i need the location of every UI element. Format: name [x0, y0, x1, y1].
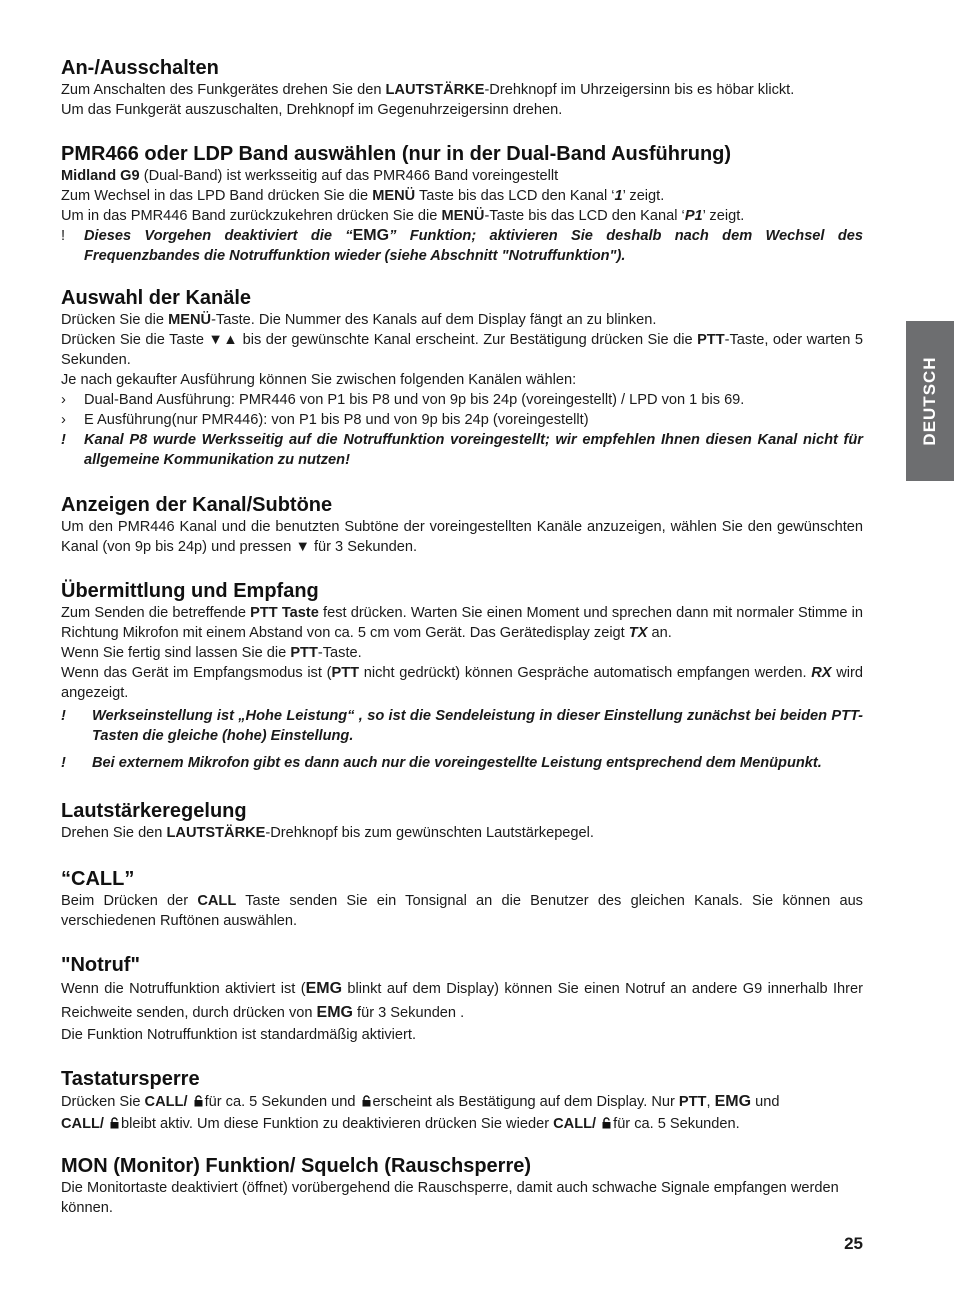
paragraph: Je nach gekaufter Ausführung können Sie zwischen folgenden Kanälen wählen:: [61, 372, 577, 388]
paragraph: Die Funktion Notruffunktion ist standardmäßig aktiviert.: [61, 1027, 417, 1043]
section-monitor: [61, 1154, 863, 1218]
section-call: [61, 867, 863, 931]
bullet-icon: ›: [61, 412, 66, 428]
manual-page: [61, 56, 863, 1235]
paragraph: Drücken Sie die Taste ▼▲ bis der gewünschte Kanal erscheint. Zur Bestätigung drücken Sie die PTT-Taste, oder warten 5 Sekunden.: [61, 332, 864, 368]
exclamation-icon: !: [61, 432, 66, 448]
paragraph: Midland G9 (Dual-Band) ist werksseitig auf das PMR466 Band voreingestellt: [61, 168, 559, 184]
section-emergency: [61, 953, 863, 1045]
paragraph: Wenn die Notruffunktion aktiviert ist (EMG blinkt auf dem Display) können Sie einen Notruf an andere G9 innerhalb Ihrer Reichweite senden, durch drücken von EMG für 3 Sekunden .: [61, 980, 864, 1021]
exclamation-icon: !: [61, 755, 66, 771]
paragraph: Um den PMR446 Kanal und die benutzten Subtöne der voreingestellten Kanäle anzuzeigen, wählen Sie den gewünschten Kanal (von 9p bis 24p) und pressen ▼ für 3 Sekunden.: [61, 519, 863, 555]
list-item: › Dual-Band Ausführung: PMR446 von P1 bis P8 und von 9p bis 24p (voreingestellt) / LPD von 1 bis 69.: [61, 392, 745, 408]
lock-icon: [110, 1117, 119, 1129]
section-keylock: [61, 1067, 863, 1135]
paragraph: Drehen Sie den LAUTSTÄRKE-Drehknopf bis zum gewünschten Lautstärkepegel.: [61, 825, 594, 841]
warning-note: ! Bei externem Mikrofon gibt es dann auch nur die voreingestellte Leistung entsprechend dem Menüpunkt.: [61, 755, 822, 771]
paragraph: Zum Anschalten des Funkgerätes drehen Sie den LAUTSTÄRKE-Drehknopf im Uhrzeigersinn bis es höbar klickt.: [61, 82, 795, 98]
warning-note: ! Werkseinstellung ist „Hohe Leistung“ , so ist die Sendeleistung in dieser Einstellung zunächst bei beiden PTT-Tasten die gleiche (hohe) Einstellung.: [61, 708, 863, 744]
paragraph: CALL/ bleibt aktiv. Um diese Funktion zu deaktivieren drücken Sie wieder CALL/ für ca. 5 Sekunden.: [61, 1116, 740, 1132]
paragraph: Drücken Sie CALL/ für ca. 5 Sekunden und erscheint als Bestätigung auf dem Display. Nur PTT, EMG und: [61, 1093, 780, 1110]
section-band-select: [61, 142, 863, 266]
paragraph: Wenn das Gerät im Empfangsmodus ist (PTT nicht gedrückt) können Gespräche automatisch empfangen werden. RX wird angezeigt.: [61, 665, 864, 701]
paragraph: Die Monitortaste deaktiviert (öffnet) vorübergehend die Rauschsperre, damit auch schwache Signale empfangen werden können.: [61, 1180, 839, 1216]
warning-note: ! Kanal P8 wurde Werksseitig auf die Notruffunktion voreingestellt; wir empfehlen Ihnen diesen Kanal nicht für allgemeine Kommunikation zu nutzen!: [61, 432, 863, 468]
warning-note: ! Dieses Vorgehen deaktiviert die “EMG” Funktion; aktivieren Sie deshalb nach dem Wechsel des Frequenzbandes die Notruffunktion wieder (siehe Abschnitt "Notruffunktion").: [61, 227, 863, 264]
section-title: Übermittlung und Empfang: [61, 580, 319, 602]
section-title: Anzeigen der Kanal/Subtöne: [61, 494, 333, 516]
section-title: "Notruf": [61, 954, 140, 976]
paragraph: Zum Wechsel in das LPD Band drücken Sie die MENÜ Taste bis das LCD den Kanal ‘1’ zeigt.: [61, 188, 665, 204]
section-title: PMR466 oder LDP Band auswählen (nur in der Dual-Band Ausführung): [61, 143, 732, 165]
section-title: An-/Ausschalten: [61, 57, 219, 79]
lock-icon: [602, 1117, 611, 1129]
section-volume: [61, 799, 863, 843]
list-item: › E Ausführung(nur PMR446): von P1 bis P8 und von 9p bis 24p (voreingestellt): [61, 412, 589, 428]
language-tab-label: DEUTSCH: [920, 356, 939, 446]
lock-icon: [194, 1095, 203, 1107]
exclamation-icon: !: [61, 228, 66, 244]
section-on-off: [61, 56, 863, 120]
paragraph: Um das Funkgerät auszuschalten, Drehknopf im Gegenuhrzeigersinn drehen.: [61, 102, 563, 118]
section-title: Auswahl der Kanäle: [61, 287, 252, 309]
section-title: Tastatursperre: [61, 1068, 200, 1090]
section-transmit-receive: [61, 579, 863, 773]
section-title: “CALL”: [61, 868, 135, 890]
section-title: MON (Monitor) Funktion/ Squelch (Rauschsperre): [61, 1155, 532, 1177]
paragraph: Zum Senden die betreffende PTT Taste fest drücken. Warten Sie einen Moment und sprechen dann mit normaler Stimme in Richtung Mikrofon mit einem Abstand von ca. 5 cm vom Gerät. Das Gerätedisplay zeigt TX an.: [61, 605, 863, 641]
section-subtones: [61, 493, 863, 557]
paragraph: Drücken Sie die MENÜ-Taste. Die Nummer des Kanals auf dem Display fängt an zu blinken.: [61, 312, 657, 328]
paragraph: Um in das PMR446 Band zurückzukehren drücken Sie die MENÜ-Taste bis das LCD den Kanal ‘P1’ zeigt.: [61, 208, 745, 224]
lock-icon: [362, 1095, 371, 1107]
language-tab: [906, 321, 954, 481]
section-channel-select: [61, 286, 863, 470]
page-number: 25: [844, 1234, 863, 1253]
paragraph: Wenn Sie fertig sind lassen Sie die PTT-Taste.: [61, 645, 362, 661]
exclamation-icon: !: [61, 708, 66, 724]
bullet-icon: ›: [61, 392, 66, 408]
section-title: Lautstärkeregelung: [61, 800, 247, 822]
paragraph: Beim Drücken der CALL Taste senden Sie ein Tonsignal an die Benutzer des gleichen Kanals. Sie können aus verschiedenen Ruftönen auswählen.: [61, 893, 863, 929]
